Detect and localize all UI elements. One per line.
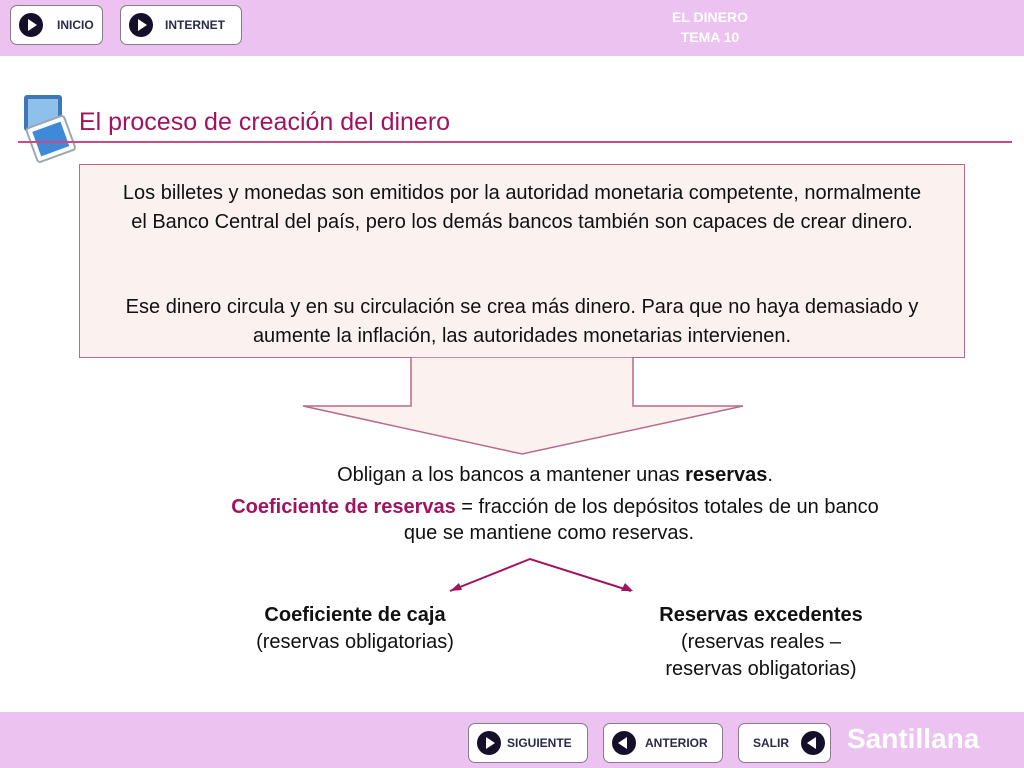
siguiente-label: SIGUIENTE [507, 736, 572, 750]
internet-button[interactable] [120, 5, 242, 45]
internet-label: INTERNET [165, 18, 225, 32]
coef-line-1 [110, 494, 1000, 520]
play-right-icon [129, 13, 153, 37]
info-paragraph-1: Los billetes y monedas son emitidos por la autoridad monetaria competente, normalmente el Banco Central del país, pero los demás bancos también son capaces de crear dinero. [122, 182, 922, 233]
inicio-label: INICIO [57, 18, 94, 32]
slide-icon [18, 92, 78, 166]
inicio-button[interactable] [10, 5, 103, 45]
info-paragraph-2: Ese dinero circula y en su circulación se crea más dinero. Para que no haya demasiado y aumente la inflación, las autoridades monetarias intervienen. [125, 296, 919, 347]
reservas-excedentes-sub-2: reservas obligatorias) [665, 658, 857, 680]
reservas-excedentes [630, 602, 892, 683]
reservas-excedentes-title: Reservas excedentes [659, 604, 863, 626]
reservas-word: reservas [685, 464, 768, 486]
down-arrow [300, 357, 746, 457]
brand-logo: Santillana [847, 723, 980, 754]
coef-definition [110, 494, 1000, 546]
coeficiente-caja-sub: (reservas obligatorias) [256, 631, 454, 653]
play-left-icon [612, 731, 636, 755]
coeficiente-caja-title: Coeficiente de caja [264, 604, 446, 626]
salir-button[interactable] [738, 723, 831, 763]
topic-header [660, 7, 760, 47]
anterior-button[interactable] [603, 723, 723, 763]
siguiente-button[interactable] [468, 723, 588, 763]
info-box [79, 164, 965, 358]
play-right-icon [19, 13, 43, 37]
anterior-label: ANTERIOR [645, 736, 708, 750]
branch-arrows [448, 555, 638, 595]
reservas-excedentes-sub-1: (reservas reales – [680, 631, 842, 653]
coef-term: Coeficiente de reservas [231, 496, 456, 518]
obligan-text [0, 462, 1024, 488]
page-title: El proceso de creación del dinero [79, 108, 451, 136]
topic-line-1: EL DINERO [672, 9, 748, 25]
title-underline [18, 141, 1012, 143]
obligan-phrase: Obligan a los bancos a mantener unas [337, 464, 686, 486]
topic-line-2: TEMA 10 [680, 29, 740, 45]
coef-def-1: = fracción de los depósitos totales de un banco [455, 496, 879, 518]
play-left-icon [801, 731, 825, 755]
coeficiente-caja [230, 602, 480, 656]
coef-def-2: que se mantiene como reservas. [403, 522, 695, 544]
salir-label: SALIR [753, 736, 789, 750]
obligan-period: . [767, 464, 773, 486]
play-right-icon [477, 731, 501, 755]
